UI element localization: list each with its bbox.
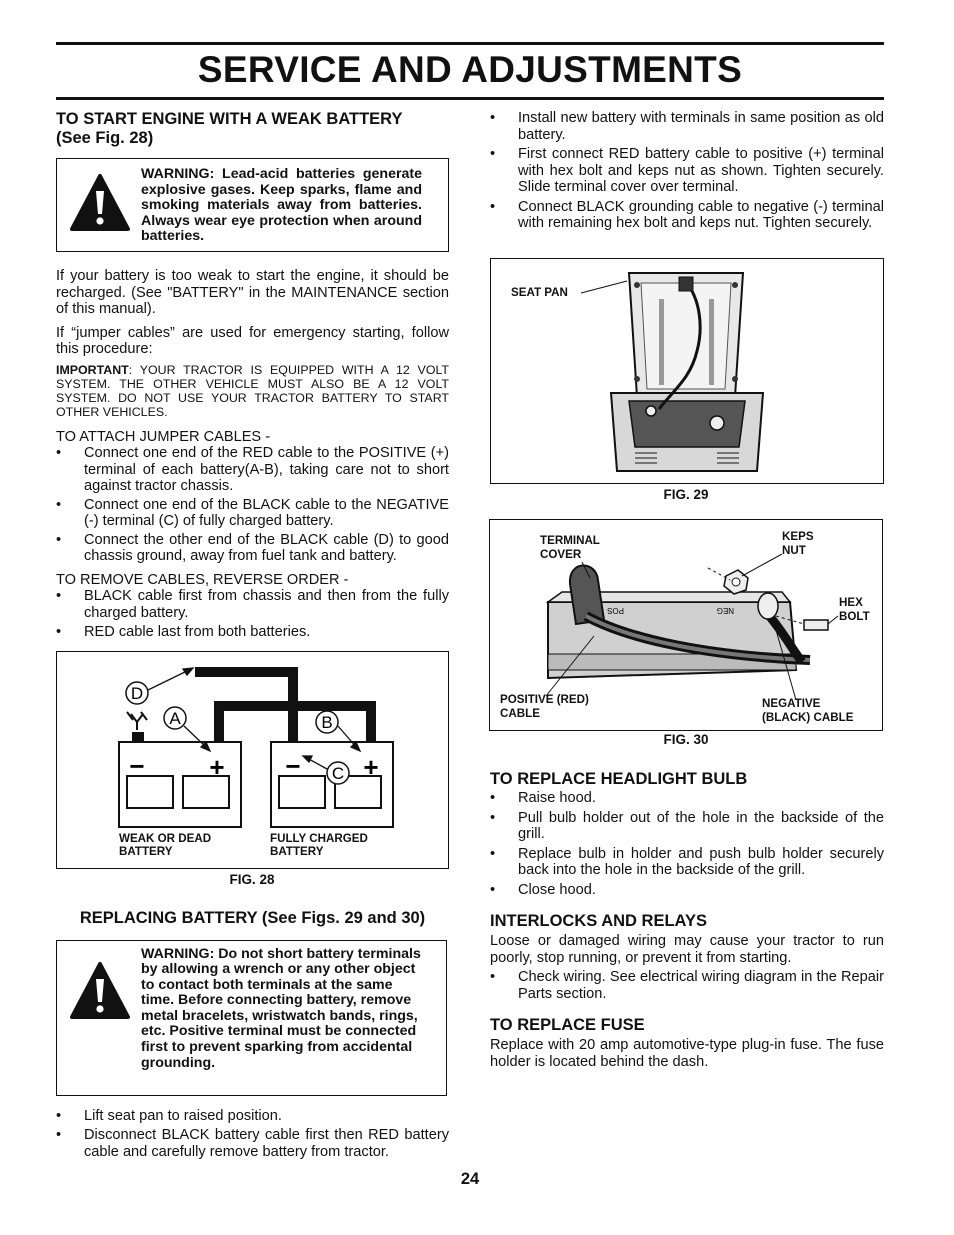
list-item: • Connect BLACK grounding cable to negative (-) terminal with remaining hex bolt and keps nut. Tighten securely.: [490, 199, 884, 232]
replacing-warning-box: [56, 940, 447, 1096]
figure-30: [489, 519, 883, 731]
title-underline: [56, 97, 884, 100]
page-title: SERVICE AND ADJUSTMENTS: [197, 49, 743, 90]
list-item: • Raise hood.: [490, 790, 884, 807]
attach-cables-title: TO ATTACH JUMPER CABLES -: [56, 428, 271, 445]
full-minus-sign: −: [285, 750, 301, 781]
warning-triangle-icon: [69, 173, 131, 233]
label-a: A: [169, 708, 181, 728]
jumper-cable-diagram: [57, 652, 447, 868]
label-d: D: [130, 683, 144, 703]
remove-cables-list: [56, 588, 449, 641]
weak-plus-sign: +: [209, 751, 225, 782]
replacing-battery-heading: REPLACING BATTERY (See Figs. 29 and 30): [79, 908, 426, 927]
warning-triangle-icon: [69, 961, 131, 1021]
page-number: 24: [460, 1170, 480, 1188]
remove-cables-title: TO REMOVE CABLES, REVERSE ORDER -: [56, 571, 349, 588]
terminal-cover-label: TERMINAL COVER: [540, 534, 600, 561]
left-column: [56, 110, 449, 1160]
figure-29-caption: FIG. 29: [663, 487, 709, 502]
weak-minus-sign: −: [129, 750, 145, 781]
interlocks-list: [490, 969, 884, 1002]
headlight-list: [490, 790, 884, 898]
fuse-paragraph: Replace with 20 amp automotive-type plug-in fuse. The fuse holder is located behind the dash.: [490, 1037, 884, 1070]
replacing-list: [56, 1108, 449, 1161]
pos-marking: POS: [607, 606, 624, 615]
list-item: • Install new battery with terminals in same position as old battery.: [490, 110, 884, 143]
neg-marking: NEG: [716, 606, 734, 615]
full-plus-sign: +: [363, 751, 379, 782]
interlocks-paragraph: Loose or damaged wiring may cause your tractor to run poorly, stop running, or prevent it from starting.: [490, 933, 884, 966]
weak-battery-warning-text: WARNING: Lead-acid batteries generate explosive gases. Keep sparks, flame and smoking materials away from batteries. Always wear eye protection when around batteries.: [141, 166, 422, 245]
recharge-paragraph: If your battery is too weak to start the engine, it should be recharged. (See "BATTERY" in the MAINTENANCE section of this manual).: [56, 268, 449, 317]
positive-cable-label: POSITIVE (RED) CABLE: [500, 693, 589, 720]
attach-cables-list: [56, 445, 449, 565]
figure-28-caption: FIG. 28: [229, 871, 275, 887]
hex-bolt-label: HEX BOLT: [839, 596, 870, 623]
label-b: B: [321, 712, 333, 732]
list-item: • BLACK cable first from chassis and then from the fully charged battery.: [56, 588, 449, 621]
weak-battery-warning-box: [56, 158, 449, 252]
list-item: • Connect the other end of the BLACK cable (D) to good chassis ground, away from fuel tank and battery.: [56, 532, 449, 565]
list-item: • Connect one end of the RED cable to the POSITIVE (+) terminal of each battery(A-B), taking care not to short against tractor chassis.: [56, 445, 449, 495]
list-item: • Connect one end of the BLACK cable to the NEGATIVE (-) terminal (C) of fully charged battery.: [56, 497, 449, 530]
list-item: • Check wiring. See electrical wiring diagram in the Repair Parts section.: [490, 969, 884, 1002]
figure-29: [490, 258, 884, 484]
top-rule: [56, 42, 884, 45]
list-item: • Replace bulb in holder and push bulb holder securely back into the hole in the backside of the grill.: [490, 846, 884, 879]
important-note: IMPORTANT: YOUR TRACTOR IS EQUIPPED WITH A 12 VOLT SYSTEM. THE OTHER VEHICLE MUST ALSO BE A 12 VOLT SYSTEM. DO NOT USE YOUR TRACTOR BATTERY TO START OTHER VEHICLES.: [56, 362, 449, 419]
keps-nut-label: KEPS NUT: [782, 530, 814, 557]
fuse-heading: TO REPLACE FUSE: [490, 1016, 645, 1034]
interlocks-heading: INTERLOCKS AND RELAYS: [490, 912, 707, 930]
weak-battery-label: WEAK OR DEAD BATTERY: [119, 831, 212, 858]
jumper-paragraph: If “jumper cables” are used for emergency starting, follow this procedure:: [56, 324, 449, 357]
negative-cable-label: NEGATIVE (BLACK) CABLE: [762, 697, 854, 724]
label-c: C: [331, 763, 345, 783]
replacing-warning-text: WARNING: Do not short battery terminals by allowing a wrench or any other object to contact both terminals at the same time. Before connecting battery, remove metal bracelets, wristwatch bands, rings, etc. Positive terminal must be connected first to prevent sparking from accidental grounding.: [141, 945, 421, 1071]
figure-30-caption: FIG. 30: [663, 732, 709, 747]
list-item: • First connect RED battery cable to positive (+) terminal with hex bolt and keps nut as shown. Tighten securely. Slide terminal cover over terminal.: [490, 146, 884, 196]
full-battery-label: FULLY CHARGED BATTERY: [270, 831, 368, 858]
seat-pan-label: SEAT PAN: [511, 286, 568, 299]
weak-battery-heading: TO START ENGINE WITH A WEAK BATTERY (See Fig. 28): [56, 110, 403, 147]
list-item: • RED cable last from both batteries.: [56, 624, 449, 641]
list-item: • Disconnect BLACK battery cable first then RED battery cable and carefully remove battery from tractor.: [56, 1127, 449, 1160]
headlight-heading: TO REPLACE HEADLIGHT BULB: [490, 770, 748, 788]
figure-28: [56, 651, 449, 887]
list-item: • Lift seat pan to raised position.: [56, 1108, 449, 1125]
right-column: [490, 110, 884, 1070]
list-item: • Pull bulb holder out of the hole in the backside of the grill.: [490, 810, 884, 843]
install-battery-list: [490, 110, 884, 232]
right-lower-sections: [490, 770, 884, 1070]
list-item: • Close hood.: [490, 882, 884, 899]
